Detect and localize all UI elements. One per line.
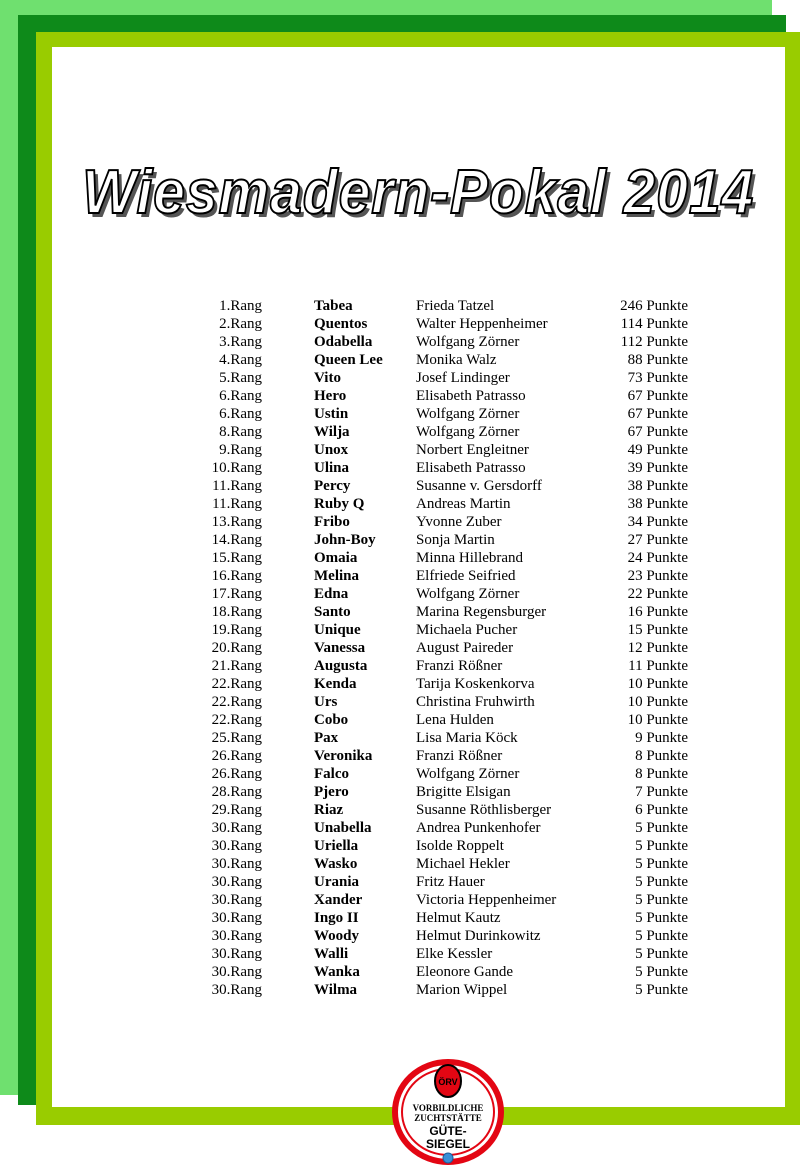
table-row <box>52 621 785 639</box>
dog-name-cell: Urania <box>314 874 359 890</box>
rank-cell: 11.Rang <box>212 478 262 494</box>
table-row <box>52 711 785 729</box>
owner-name-cell: Susanne v. Gersdorff <box>416 478 542 494</box>
table-row <box>52 747 785 765</box>
seal-logo-text: ÖRV <box>438 1077 458 1087</box>
table-row <box>52 729 785 747</box>
rank-cell: 8.Rang <box>219 424 262 440</box>
points-cell: 39 Punkte <box>627 460 688 476</box>
seal-line-1: VORBILDLICHE <box>412 1103 484 1113</box>
table-row <box>52 333 785 351</box>
rank-cell: 11.Rang <box>212 496 262 512</box>
points-cell: 38 Punkte <box>627 478 688 494</box>
owner-name-cell: Susanne Röthlisberger <box>416 802 552 818</box>
guetesiegel-seal <box>392 1059 504 1165</box>
rank-cell: 30.Rang <box>211 946 262 962</box>
dog-name-cell: Augusta <box>314 658 368 674</box>
points-cell: 246 Punkte <box>620 298 688 314</box>
table-row <box>52 459 785 477</box>
table-row <box>52 657 785 675</box>
owner-name-cell: Wolfgang Zörner <box>416 586 520 602</box>
owner-name-cell: Minna Hillebrand <box>416 550 524 566</box>
points-cell: 73 Punkte <box>627 370 688 386</box>
rank-cell: 17.Rang <box>211 586 262 602</box>
points-cell: 10 Punkte <box>627 676 688 692</box>
table-row <box>52 567 785 585</box>
points-cell: 15 Punkte <box>627 622 688 638</box>
points-cell: 12 Punkte <box>627 640 688 656</box>
owner-name-cell: Victoria Heppenheimer <box>416 892 557 908</box>
owner-name-cell: Franzi Rößner <box>416 748 503 764</box>
rank-cell: 2.Rang <box>219 316 262 332</box>
dog-name-cell: Unox <box>314 442 349 458</box>
table-row <box>52 351 785 369</box>
dog-name-cell: Edna <box>314 586 349 602</box>
dog-name-cell: Kenda <box>314 676 357 692</box>
rank-cell: 14.Rang <box>211 532 262 548</box>
owner-name-cell: Michael Hekler <box>416 856 510 872</box>
globe-icon <box>443 1153 453 1163</box>
points-cell: 8 Punkte <box>635 748 688 764</box>
owner-name-cell: Christina Fruhwirth <box>416 694 535 710</box>
rank-cell: 6.Rang <box>219 388 262 404</box>
dog-name-cell: John-Boy <box>314 532 376 548</box>
dog-name-cell: Urs <box>314 694 338 710</box>
rank-cell: 22.Rang <box>211 676 262 692</box>
points-cell: 5 Punkte <box>635 928 688 944</box>
dog-name-cell: Unabella <box>314 820 372 836</box>
table-row <box>52 495 785 513</box>
owner-name-cell: Fritz Hauer <box>416 874 485 890</box>
rank-cell: 6.Rang <box>219 406 262 422</box>
rank-cell: 28.Rang <box>211 784 262 800</box>
owner-name-cell: Wolfgang Zörner <box>416 766 520 782</box>
points-cell: 8 Punkte <box>635 766 688 782</box>
table-row <box>52 675 785 693</box>
table-row <box>52 783 785 801</box>
rank-cell: 30.Rang <box>211 928 262 944</box>
rank-cell: 21.Rang <box>211 658 262 674</box>
dog-name-cell: Uriella <box>314 838 359 854</box>
points-cell: 5 Punkte <box>635 946 688 962</box>
table-row <box>52 315 785 333</box>
owner-name-cell: Franzi Rößner <box>416 658 503 674</box>
owner-name-cell: Frieda Tatzel <box>416 298 495 314</box>
owner-name-cell: Lisa Maria Köck <box>416 730 518 746</box>
dog-name-cell: Melina <box>314 568 359 584</box>
points-cell: 10 Punkte <box>627 694 688 710</box>
points-cell: 11 Punkte <box>628 658 688 674</box>
points-cell: 67 Punkte <box>627 424 688 440</box>
rank-cell: 26.Rang <box>211 766 262 782</box>
owner-name-cell: Elfriede Seifried <box>416 568 516 584</box>
points-cell: 24 Punkte <box>627 550 688 566</box>
rank-cell: 13.Rang <box>211 514 262 530</box>
seal-line-3: GÜTE- <box>429 1124 467 1138</box>
owner-name-cell: Andreas Martin <box>416 496 511 512</box>
owner-name-cell: Elisabeth Patrasso <box>416 460 526 476</box>
table-row <box>52 513 785 531</box>
owner-name-cell: Eleonore Gande <box>416 964 514 980</box>
dog-name-cell: Riaz <box>314 802 344 818</box>
dog-name-cell: Ruby Q <box>314 496 365 512</box>
points-cell: 88 Punkte <box>627 352 688 368</box>
table-row <box>52 819 785 837</box>
points-cell: 34 Punkte <box>627 514 688 530</box>
owner-name-cell: Helmut Kautz <box>416 910 501 926</box>
dog-name-cell: Percy <box>314 478 351 494</box>
rank-cell: 9.Rang <box>219 442 262 458</box>
seal-line-4: SIEGEL <box>425 1137 471 1151</box>
table-row <box>52 387 785 405</box>
dog-name-cell: Wilja <box>314 424 350 440</box>
table-row <box>52 891 785 909</box>
rank-cell: 30.Rang <box>211 820 262 836</box>
points-cell: 67 Punkte <box>627 406 688 422</box>
points-cell: 22 Punkte <box>627 586 688 602</box>
table-row <box>52 639 785 657</box>
owner-name-cell: Lena Hulden <box>416 712 494 728</box>
ranking-table <box>52 297 785 999</box>
owner-name-cell: Wolfgang Zörner <box>416 334 520 350</box>
dog-name-cell: Santo <box>314 604 351 620</box>
dog-name-cell: Tabea <box>314 298 353 314</box>
rank-cell: 30.Rang <box>211 910 262 926</box>
dog-name-cell: Pjero <box>314 784 349 800</box>
owner-name-cell: Helmut Durinkowitz <box>416 928 541 944</box>
table-row <box>52 945 785 963</box>
rank-cell: 18.Rang <box>211 604 262 620</box>
rank-cell: 15.Rang <box>211 550 262 566</box>
table-row <box>52 837 785 855</box>
seal-line-2: ZUCHTSTÄTTE <box>414 1113 482 1123</box>
dog-name-cell: Cobo <box>314 712 349 728</box>
rank-cell: 30.Rang <box>211 838 262 854</box>
table-row <box>52 765 785 783</box>
dog-name-cell: Odabella <box>314 334 373 350</box>
rank-cell: 30.Rang <box>211 874 262 890</box>
rank-cell: 4.Rang <box>219 352 262 368</box>
table-row <box>52 477 785 495</box>
points-cell: 5 Punkte <box>635 964 688 980</box>
owner-name-cell: Michaela Pucher <box>416 622 518 638</box>
dog-name-cell: Fribo <box>314 514 350 530</box>
owner-name-cell: August Paireder <box>416 640 514 656</box>
rank-cell: 20.Rang <box>211 640 262 656</box>
owner-name-cell: Marina Regensburger <box>416 604 547 620</box>
dog-name-cell: Queen Lee <box>314 352 383 368</box>
points-cell: 27 Punkte <box>627 532 688 548</box>
owner-name-cell: Josef Lindinger <box>416 370 510 386</box>
dog-name-cell: Hero <box>314 388 347 404</box>
table-row <box>52 963 785 981</box>
rank-cell: 30.Rang <box>211 964 262 980</box>
table-row <box>52 531 785 549</box>
dog-name-cell: Wanka <box>314 964 360 980</box>
points-cell: 38 Punkte <box>627 496 688 512</box>
page-title <box>52 157 785 228</box>
points-cell: 9 Punkte <box>635 730 688 746</box>
owner-name-cell: Walter Heppenheimer <box>416 316 548 332</box>
table-row <box>52 441 785 459</box>
points-cell: 16 Punkte <box>627 604 688 620</box>
points-cell: 6 Punkte <box>635 802 688 818</box>
table-row <box>52 873 785 891</box>
points-cell: 23 Punkte <box>627 568 688 584</box>
owner-name-cell: Sonja Martin <box>416 532 495 548</box>
points-cell: 5 Punkte <box>635 874 688 890</box>
owner-name-cell: Isolde Roppelt <box>416 838 504 854</box>
dog-name-cell: Unique <box>314 622 361 638</box>
rank-cell: 3.Rang <box>219 334 262 350</box>
rank-cell: 25.Rang <box>211 730 262 746</box>
owner-name-cell: Monika Walz <box>416 352 497 368</box>
points-cell: 5 Punkte <box>635 910 688 926</box>
rank-cell: 10.Rang <box>211 460 262 476</box>
rank-cell: 26.Rang <box>211 748 262 764</box>
table-row <box>52 369 785 387</box>
page-title-text: Wiesmadern-Pokal 2014 <box>82 158 755 227</box>
dog-name-cell: Omaia <box>314 550 358 566</box>
table-row <box>52 549 785 567</box>
owner-name-cell: Elke Kessler <box>416 946 493 962</box>
dog-name-cell: Xander <box>314 892 363 908</box>
table-row <box>52 693 785 711</box>
dog-name-cell: Ingo II <box>314 910 359 926</box>
points-cell: 112 Punkte <box>620 334 688 350</box>
rank-cell: 5.Rang <box>219 370 262 386</box>
owner-name-cell: Elisabeth Patrasso <box>416 388 526 404</box>
owner-name-cell: Andrea Punkenhofer <box>416 820 541 836</box>
points-cell: 5 Punkte <box>635 820 688 836</box>
dog-name-cell: Walli <box>314 946 349 962</box>
rank-cell: 22.Rang <box>211 712 262 728</box>
points-cell: 67 Punkte <box>627 388 688 404</box>
table-row <box>52 855 785 873</box>
dog-name-cell: Pax <box>314 730 339 746</box>
table-row <box>52 297 785 315</box>
rank-cell: 19.Rang <box>211 622 262 638</box>
rank-cell: 16.Rang <box>211 568 262 584</box>
rank-cell: 30.Rang <box>211 856 262 872</box>
owner-name-cell: Wolfgang Zörner <box>416 406 520 422</box>
points-cell: 5 Punkte <box>635 982 688 998</box>
owner-name-cell: Yvonne Zuber <box>416 514 502 530</box>
rank-cell: 1.Rang <box>219 298 262 314</box>
owner-name-cell: Wolfgang Zörner <box>416 424 520 440</box>
dog-name-cell: Falco <box>314 766 349 782</box>
table-row <box>52 909 785 927</box>
points-cell: 7 Punkte <box>635 784 688 800</box>
rank-cell: 22.Rang <box>211 694 262 710</box>
dog-name-cell: Ustin <box>314 406 349 422</box>
owner-name-cell: Marion Wippel <box>416 982 508 998</box>
document-sheet <box>52 47 785 1151</box>
points-cell: 5 Punkte <box>635 892 688 908</box>
rank-cell: 30.Rang <box>211 892 262 908</box>
table-row <box>52 423 785 441</box>
points-cell: 5 Punkte <box>635 856 688 872</box>
table-row <box>52 801 785 819</box>
dog-name-cell: Quentos <box>314 316 368 332</box>
table-row <box>52 927 785 945</box>
dog-name-cell: Wilma <box>314 982 358 998</box>
rank-cell: 29.Rang <box>211 802 262 818</box>
dog-name-cell: Wasko <box>314 856 358 872</box>
dog-name-cell: Vanessa <box>314 640 366 656</box>
points-cell: 114 Punkte <box>620 316 688 332</box>
points-cell: 49 Punkte <box>627 442 688 458</box>
dog-name-cell: Veronika <box>314 748 373 764</box>
points-cell: 5 Punkte <box>635 838 688 854</box>
dog-name-cell: Woody <box>314 928 360 944</box>
table-row <box>52 603 785 621</box>
table-row <box>52 981 785 999</box>
dog-name-cell: Ulina <box>314 460 350 476</box>
table-row <box>52 585 785 603</box>
dog-name-cell: Vito <box>314 370 341 386</box>
table-row <box>52 405 785 423</box>
points-cell: 10 Punkte <box>627 712 688 728</box>
owner-name-cell: Norbert Engleitner <box>416 442 529 458</box>
owner-name-cell: Brigitte Elsigan <box>416 784 511 800</box>
owner-name-cell: Tarija Koskenkorva <box>416 676 535 692</box>
rank-cell: 30.Rang <box>211 982 262 998</box>
